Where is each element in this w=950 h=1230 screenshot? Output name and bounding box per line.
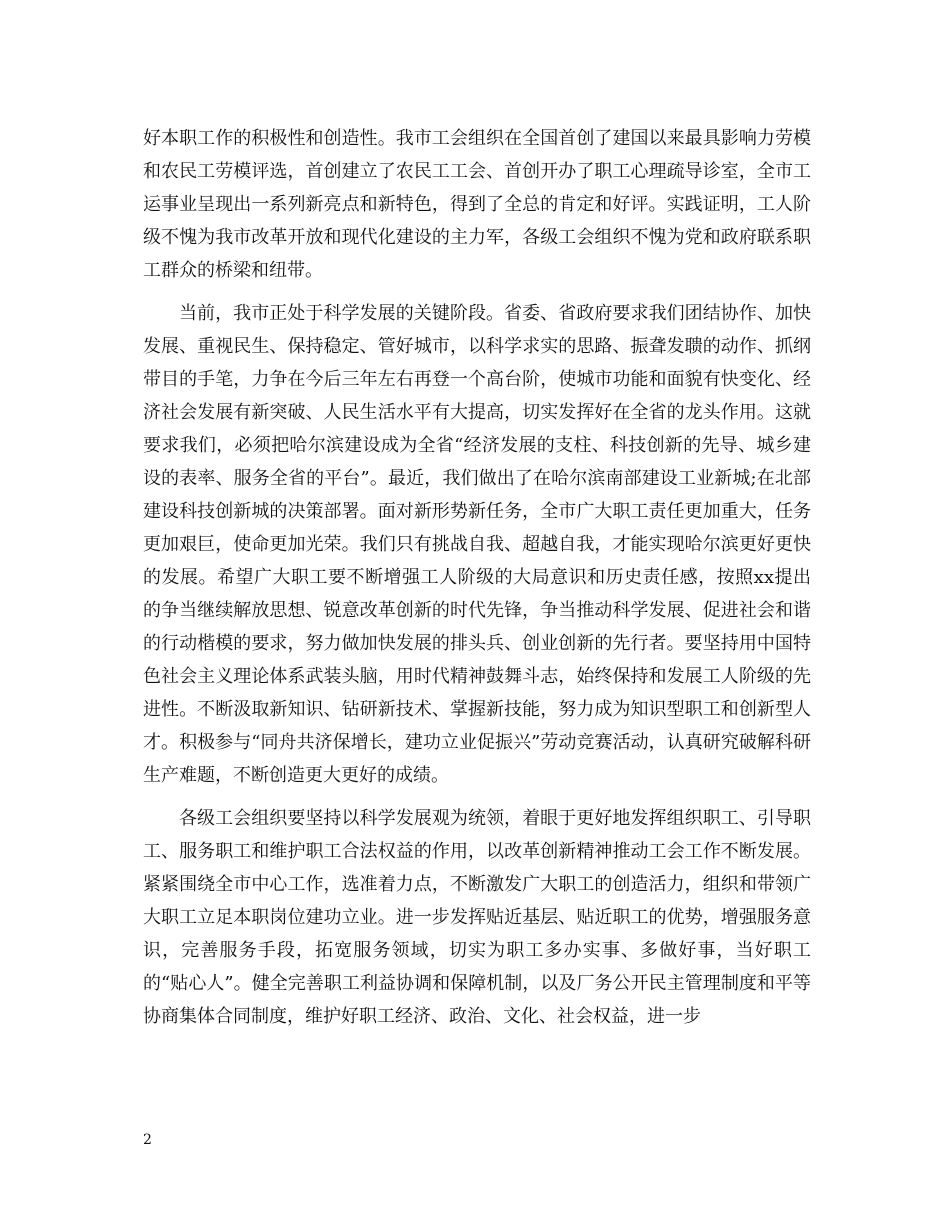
paragraph-1: 好本职工作的积极性和创造性。我市工会组织在全国首创了建国以来最具影响力劳模和农民工劳模评选，首创建立了农民工工会、首创开办了职工心理疏导诊室，全市工运事业呈现出一系列新亮点和新特色，得到了全总的肯定和好评。实践证明，工人阶级不愧为我市改革开放和现代化建设的主力军，各级工会组织不愧为党和政府联系职工群众的桥梁和纽带。: [143, 128, 811, 281]
paragraph-2: 当前，我市正处于科学发展的关键阶段。省委、省政府要求我们团结协作、加快发展、重视民生、保持稳定、管好城市，以科学求实的思路、振聋发聩的动作、抓纲带目的手笔，力争在今后三年左右再登一个高台阶，使城市功能和面貌有快变化、经济社会发展有新突破、人民生活水平有大提高，切实发挥好在全省的龙头作用。这就要求我们，必须把哈尔滨建设成为全省“经济发展的支柱、科技创新的先导、城乡建设的表率、服务全省的平台”。最近，我们做出了在哈尔滨南部建设工业新城;在北部建设科技创新城的决策部署。面对新形势新任务，全市广大职工责任更加重大，任务更加艰巨，使命更加光荣。我们只有挑战自我、超越自我，才能实现哈尔滨更好更快的发展。希望广大职工要不断增强工人阶级的大局意识和历史责任感，按照xx提出的争当继续解放思想、锐意改革创新的时代先锋，争当推动科学发展、促进社会和谐的行动楷模的要求，努力做加快发展的排头兵、创业创新的先行者。要坚持用中国特色社会主义理论体系武装头脑，用时代精神鼓舞斗志，始终保持和发展工人阶级的先进性。不断汲取新知识、钻研新技术、掌握新技能，努力成为知识型职工和创新型人才。积极参与“同舟共济保增长，建功立业促振兴”劳动竞赛活动，认真研究破解科研生产难题，不断创造更大更好的成绩。: [143, 303, 811, 786]
body-text: [143, 122, 811, 1043]
page-number: 2: [143, 1132, 152, 1148]
paragraph-3: 各级工会组织要坚持以科学发展观为统领，着眼于更好地发挥组织职工、引导职工、服务职工和维护职工合法权益的作用，以改革创新精神推动工会工作不断发展。紧紧围绕全市中心工作，选准着力点，不断激发广大职工的创造活力，组织和带领广大职工立足本职岗位建功立业。进一步发挥贴近基层、贴近职工的优势，增强服务意识，完善服务手段，拓宽服务领域，切实为职工多办实事、多做好事，当好职工的“贴心人”。健全完善职工利益协调和保障机制，以及厂务公开民主管理制度和平等协商集体合同制度，维护好职工经济、政治、文化、社会权益，进一步: [143, 808, 811, 1027]
